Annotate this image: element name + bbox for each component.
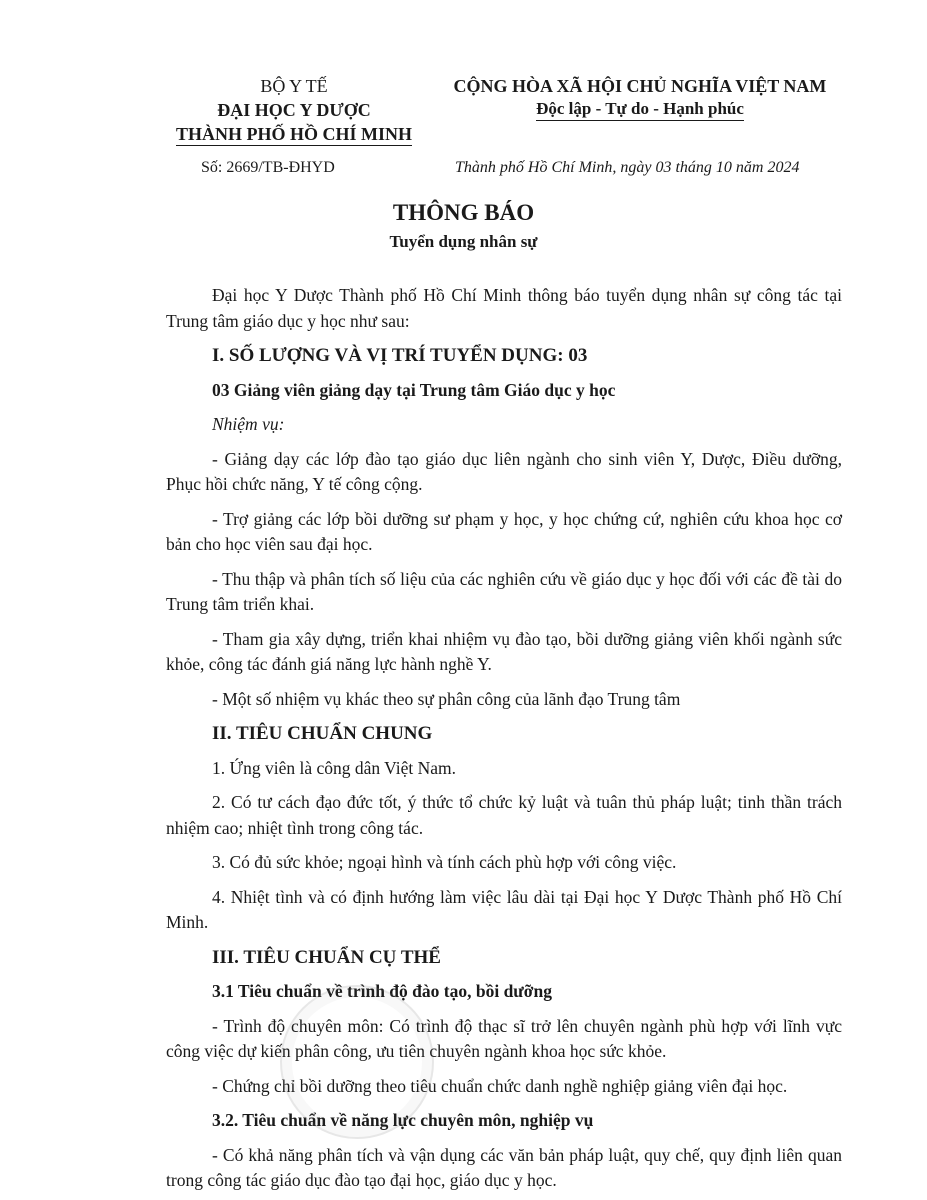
duty-item: - Thu thập và phân tích số liệu của các nghiên cứu về giáo dục y học đối với các đề tài do Trung tâm triển khai. bbox=[166, 568, 842, 614]
republic-name: CỘNG HÒA XÃ HỘI CHỦ NGHĨA VIỆT NAM bbox=[453, 76, 827, 96]
intro-paragraph: Đại học Y Dược Thành phố Hồ Chí Minh thông báo tuyển dụng nhân sự công tác tại Trung tâm giáo dục y học như sau: bbox=[166, 285, 842, 331]
duty-item: - Tham gia xây dựng, triển khai nhiệm vụ đào tạo, bồi dưỡng giảng viên khối ngành sức khỏe, công tác đánh giá năng lực hành nghề Y. bbox=[166, 628, 842, 674]
position-title: 03 Giảng viên giảng dạy tại Trung tâm Giáo dục y học bbox=[212, 379, 616, 400]
ministry-name: BỘ Y TẾ bbox=[260, 76, 328, 96]
issuer-block bbox=[160, 74, 428, 146]
duty-item: - Một số nhiệm vụ khác theo sự phân công của lãnh đạo Trung tâm bbox=[212, 688, 681, 709]
national-motto: Độc lập - Tự do - Hạnh phúc bbox=[536, 98, 744, 121]
subsection-3-2-heading: 3.2. Tiêu chuẩn về năng lực chuyên môn, nghiệp vụ bbox=[212, 1110, 594, 1130]
university-name-line2: THÀNH PHỐ HỒ CHÍ MINH bbox=[175, 124, 412, 144]
qualification-item: - Chứng chỉ bồi dưỡng theo tiêu chuẩn chức danh nghề nghiệp giảng viên đại học. bbox=[212, 1075, 788, 1096]
national-header bbox=[440, 74, 840, 122]
place-and-date: Thành phố Hồ Chí Minh, ngày 03 tháng 10 năm 2024 bbox=[455, 159, 800, 176]
document-title: THÔNG BÁO bbox=[392, 200, 535, 225]
standard-item: 3. Có đủ sức khỏe; ngoại hình và tính cách phù hợp với công việc. bbox=[212, 852, 677, 872]
standard-item: 2. Có tư cách đạo đức tốt, ý thức tổ chức kỷ luật và tuân thủ pháp luật; tinh thần trách nhiệm cao; nhiệt tình trong công tác. bbox=[166, 792, 842, 838]
duty-item: - Trợ giảng các lớp bồi dưỡng sư phạm y học, y học chứng cứ, nghiên cứu khoa học cơ bản cho học viên sau đại học. bbox=[166, 508, 842, 554]
university-name-line1: ĐẠI HỌC Y DƯỢC bbox=[217, 100, 371, 120]
section-3-heading: III. TIÊU CHUẨN CỤ THỂ bbox=[212, 946, 441, 968]
document-subtitle: Tuyển dụng nhân sự bbox=[389, 232, 538, 251]
competency-item: - Có khả năng phân tích và vận dụng các văn bản pháp luật, quy chế, quy định liên quan trong công tác giáo dục đào tạo đại học, giáo dục y học. bbox=[166, 1144, 842, 1190]
section-1-heading: I. SỐ LƯỢNG VÀ VỊ TRÍ TUYỂN DỤNG: 03 bbox=[212, 345, 588, 366]
standard-item: 1. Ứng viên là công dân Việt Nam. bbox=[212, 757, 457, 778]
duties-label: Nhiệm vụ: bbox=[212, 414, 285, 434]
standard-item: 4. Nhiệt tình và có định hướng làm việc lâu dài tại Đại học Y Dược Thành phố Hồ Chí Minh. bbox=[166, 886, 842, 932]
document-body bbox=[166, 283, 842, 1194]
subsection-3-1-heading: 3.1 Tiêu chuẩn về trình độ đào tạo, bồi dưỡng bbox=[212, 981, 552, 1001]
section-2-heading: II. TIÊU CHUẨN CHUNG bbox=[212, 723, 433, 744]
document-number: Số: 2669/TB-ĐHYD bbox=[201, 159, 335, 176]
qualification-item: - Trình độ chuyên môn: Có trình độ thạc sĩ trở lên chuyên ngành phù hợp với lĩnh vực công việc dự kiến phân công, ưu tiên chuyên ngành khoa học sức khỏe. bbox=[166, 1015, 842, 1061]
duty-item: - Giảng dạy các lớp đào tạo giáo dục liên ngành cho sinh viên Y, Dược, Điều dưỡng, Phục hồi chức năng, Y tế công cộng. bbox=[166, 448, 842, 494]
